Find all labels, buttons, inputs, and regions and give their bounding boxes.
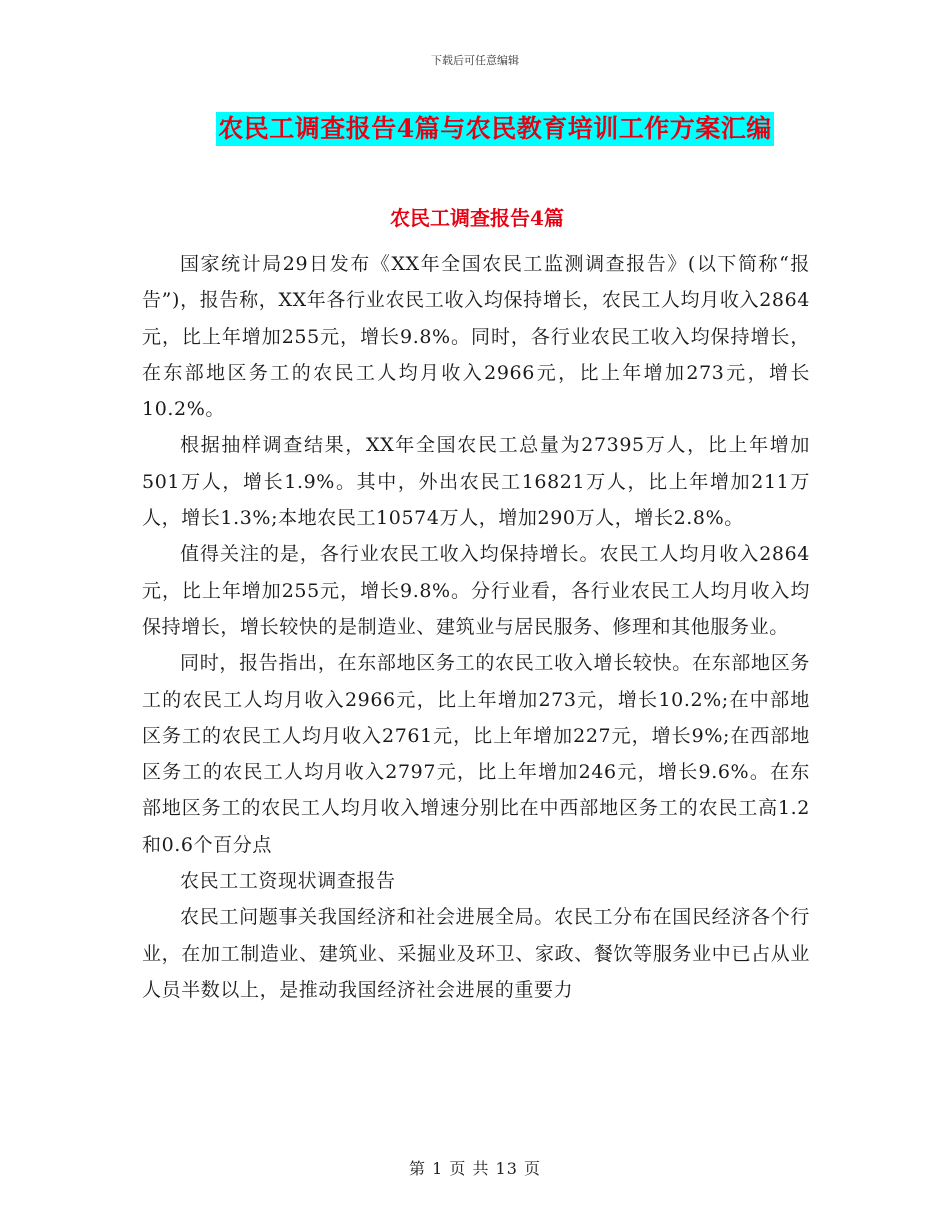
paragraph: 国家统计局29日发布《XX年全国农民工监测调查报告》(以下简称“报告”)，报告称，XX年各行业农民工收入均保持增长，农民工人均月收入2864元，比上年增加255元，增长9.8%。同时，各行业农民工收入均保持增长，在东部地区务工的农民工人均月收入2966元，比上年增加273元，增长10.2%。 [142, 253, 810, 421]
page-footer: 第 1 页 共 13 页 [409, 1159, 541, 1178]
document-body [142, 246, 810, 1008]
document-title: 农民工调查报告4篇与农民教育培训工作方案汇编 [216, 112, 773, 146]
paragraph: 根据抽样调查结果，XX年全国农民工总量为27395万人，比上年增加501万人，增长1.9%。其中，外出农民工16821万人，比上年增加211万人，增长1.3%;本地农民工10574万人，增加290万人，增长2.8%。 [142, 434, 810, 530]
paragraph: 同时，报告指出，在东部地区务工的农民工收入增长较快。在东部地区务工的农民工人均月收入2966元，比上年增加273元，增长10.2%;在中部地区务工的农民工人均月收入2761元，比上年增加227元，增长9%;在西部地区务工的农民工人均月收入2797元，比上年增加246元，增长9.6%。在东部地区务工的农民工人均月收入增速分别比在中西部地区务工的农民工高1.2和0.6个百分点 [142, 652, 810, 856]
paragraph: 值得关注的是，各行业农民工收入均保持增长。农民工人均月收入2864元，比上年增加255元，增长9.8%。分行业看，各行业农民工人均月收入均保持增长，增长较快的是制造业、建筑业与居民服务、修理和其他服务业。 [142, 543, 810, 638]
paragraph: 农民工问题事关我国经济和社会进展全局。农民工分布在国民经济各个行业，在加工制造业、建筑业、采掘业及环卫、家政、餐饮等服务业中已占从业人员半数以上，是推动我国经济社会进展的重要力 [142, 906, 810, 1001]
subheading-paragraph: 农民工工资现状调查报告 [180, 870, 396, 893]
document-title-container [0, 112, 950, 146]
header-note: 下载后可任意编辑 [431, 54, 519, 67]
section-title: 农民工调查报告4篇 [390, 206, 564, 230]
